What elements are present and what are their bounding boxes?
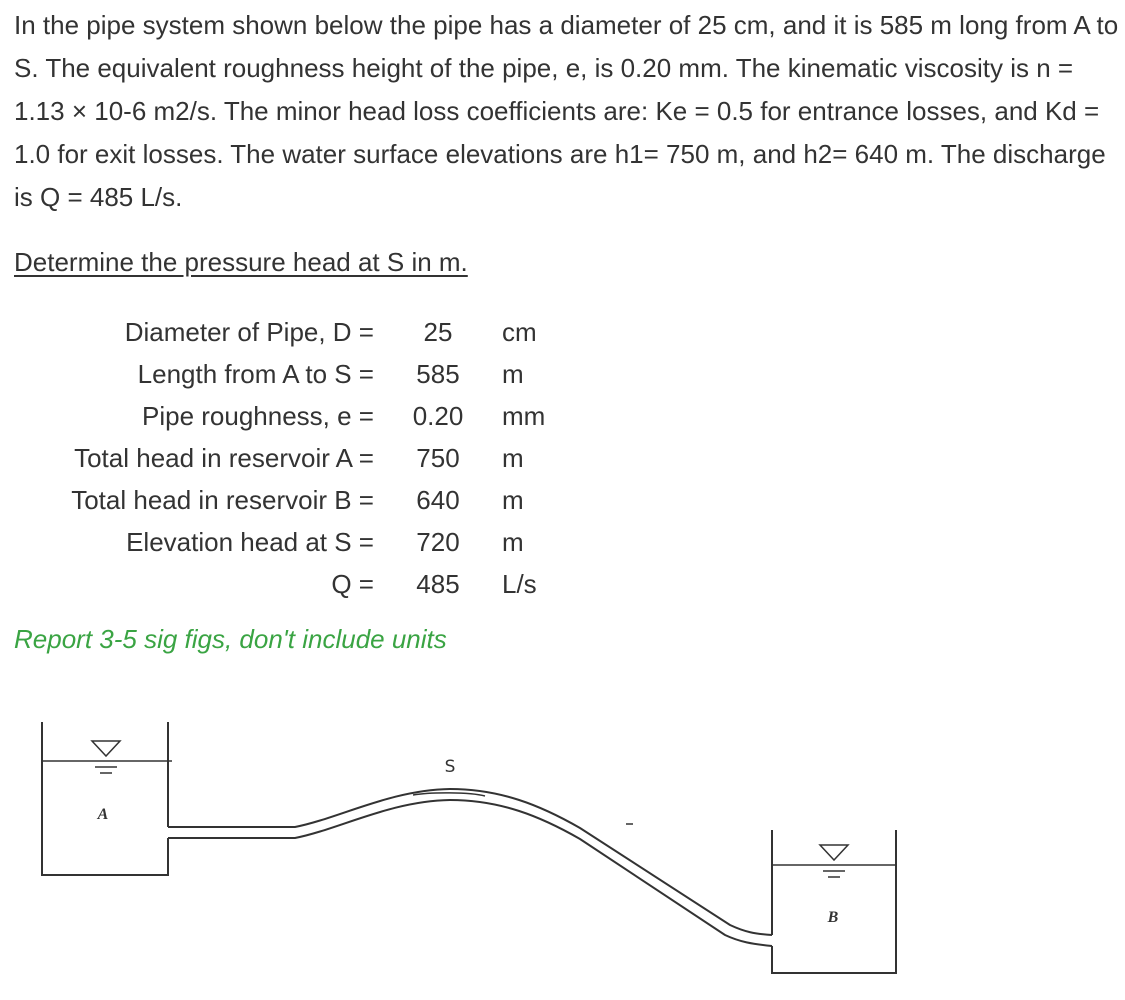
param-value: 720	[416, 527, 460, 557]
answer-format-note: Report 3-5 sig figs, don't include units	[14, 624, 447, 654]
param-unit: m	[502, 485, 524, 515]
param-label: Total head in reservoir A =	[74, 443, 374, 473]
param-label: Pipe roughness, e =	[142, 401, 374, 431]
param-unit: L/s	[502, 569, 537, 599]
param-label: Total head in reservoir B =	[71, 485, 374, 515]
param-unit: m	[502, 527, 524, 557]
param-unit: m	[502, 359, 524, 389]
param-value: 585	[416, 359, 460, 389]
param-row-elevation-s	[0, 521, 562, 563]
reservoir-b	[772, 830, 896, 973]
parameter-table	[0, 311, 562, 605]
param-label: Length from A to S =	[137, 359, 374, 389]
param-value: 25	[423, 317, 453, 347]
param-row-diameter	[0, 311, 562, 353]
problem-statement: In the pipe system shown below the pipe has a diameter of 25 cm, and it is 585 m long from A to S. The equivalent roughness height of the pipe, e, is 0.20 mm. The kinematic viscosity is n = 1.13 × 10-6 m2/s. The minor head loss coefficients are: Ke = 0.5 for entrance losses, and Kd = 1.0 for exit losses. The water surface elevations are h1= 750 m, and h2= 640 m. The discharge is Q = 485 L/s.	[14, 10, 1119, 212]
param-row-length	[0, 353, 562, 395]
point-s-label: S	[444, 757, 456, 777]
reservoir-b-label: B	[827, 909, 839, 926]
param-row-head-b	[0, 479, 562, 521]
param-unit: cm	[502, 317, 537, 347]
task-question: Determine the pressure head at S in m.	[14, 247, 468, 277]
param-unit: mm	[502, 401, 546, 431]
param-value: 485	[416, 569, 460, 599]
param-value: 0.20	[412, 401, 464, 431]
param-label: Diameter of Pipe, D =	[124, 317, 374, 347]
reservoir-a	[42, 722, 172, 875]
pipe	[168, 789, 772, 946]
param-value: 750	[416, 443, 460, 473]
reservoir-a-label: A	[97, 806, 109, 823]
param-label: Elevation head at S =	[126, 527, 374, 557]
param-row-discharge	[0, 563, 562, 605]
param-row-roughness	[0, 395, 562, 437]
param-row-head-a	[0, 437, 562, 479]
param-value: 640	[416, 485, 460, 515]
water-surface-icon	[820, 845, 848, 877]
param-unit: m	[502, 443, 524, 473]
water-surface-icon	[92, 741, 120, 773]
pipe-system-diagram	[0, 700, 1125, 1000]
param-label: Q =	[331, 569, 374, 599]
